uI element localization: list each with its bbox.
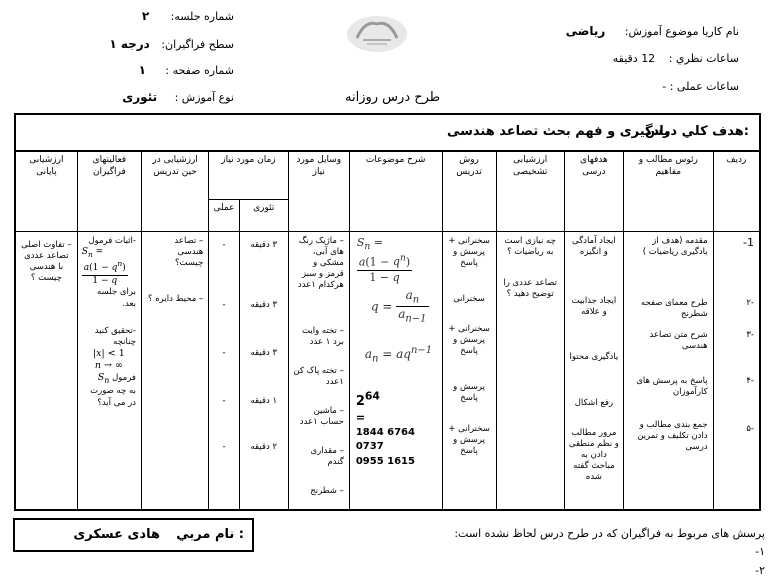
session-value: ۲	[141, 9, 150, 23]
cell-theory-times	[239, 231, 288, 510]
cell-behavioral	[564, 231, 623, 510]
theory-time: ۲ دقیقه	[250, 441, 278, 452]
theory-time: ۱ دقیقه	[250, 395, 278, 406]
practical-time: -	[222, 441, 226, 452]
big-number-value-1: 1844 6764 0737	[355, 427, 415, 453]
theory-time: ۳ دقیقه	[250, 299, 278, 310]
final-evaluation-item: – تفاوت اصلی تصاعد عددی با هندسی چیست ؟	[21, 239, 72, 283]
goal-label: هدف کلي درس:	[645, 124, 749, 139]
learner-formula-label: فرمول $S_n$	[97, 372, 136, 386]
big-number-eq: =	[355, 410, 366, 424]
col-header-behavioral: هدفهای درسی	[564, 151, 623, 231]
method-item: پرسش و پاسخ	[453, 381, 485, 403]
col-header-time-practical: عملی	[209, 199, 240, 231]
col-header-method: روش تدریس	[442, 151, 496, 231]
practical-time: -	[222, 299, 226, 310]
cell-practical-times	[209, 231, 240, 510]
theory-hours-line	[613, 52, 739, 65]
method-item: سخنرانی + پرسش و پاسخ	[448, 235, 490, 268]
behavioral-item: ایجاد جذابیت و علاقه	[571, 295, 617, 317]
tool-item: – ماژیک رنگ های آبی، مشکی و قرمز و سبز هرکدام ۱عدد	[297, 235, 344, 290]
subject-value: ریاضی	[565, 24, 606, 38]
topic-item: پاسخ به پرسش های کارآموزان	[636, 375, 708, 397]
learner-research-label: -تحقیق کنید چنانچه	[94, 325, 136, 347]
teacher-name: هادی عسکری	[73, 527, 160, 542]
ratio-formula: q = $\frac{a_n}{a_{n-1}}$	[370, 287, 427, 325]
method-item: سخنرانی	[453, 293, 485, 304]
cell-diagnostic	[496, 231, 564, 510]
diagnostic-item: چه نیازی است به ریاضیات ؟	[504, 235, 556, 257]
col-header-learner: فعالیتهای فراگیران	[77, 151, 141, 231]
sum-formula: $S_n$ = $\frac{a(1 - q^n)}{1 - q}$	[356, 235, 411, 284]
row-number: -۲	[746, 297, 754, 308]
cell-method	[442, 231, 496, 510]
course-goal-bar	[14, 113, 761, 151]
cell-learner-activities	[77, 231, 141, 510]
topic-item: مقدمه (هدف از یادگیری ریاضیات )	[642, 235, 708, 257]
tool-item: – تخته پاک کن ۱عدد	[293, 365, 344, 387]
page-title: طرح درس روزانه	[345, 90, 441, 105]
diagnostic-item: تصاعد عددی را توضیح دهید ؟	[503, 277, 558, 299]
theory-time: ۳ دقیقه	[250, 347, 278, 358]
row-number: 1-	[743, 235, 754, 249]
practical-time: -	[222, 395, 226, 406]
teacher-name-box	[13, 518, 254, 552]
subject-label: نام کاریا موضوع آموزش:	[624, 25, 739, 38]
cell-row-numbers	[713, 231, 760, 510]
row-number: -۳	[746, 329, 754, 340]
col-header-final: ارزشیابی پایانی	[15, 151, 77, 231]
level-value: درجه ۱	[109, 37, 150, 51]
col-header-time: زمان مورد نیاز	[209, 151, 288, 199]
learner-activity	[82, 236, 136, 310]
formative-item: – تصاعد هندسی چیست؟	[174, 235, 204, 268]
method-item: سخنرانی + پرسش و پاسخ	[448, 423, 490, 456]
col-header-row: ردیف	[713, 151, 760, 231]
tool-item: – ماشین حساب ۱عدد	[299, 405, 344, 427]
big-number-exponent: 64	[364, 389, 380, 403]
topic-item: طرح معمای صفحه شطرنج	[640, 297, 708, 319]
col-header-diagnostic: ارزشیابی تشخیصی	[496, 151, 564, 231]
formative-item: – محیط دایره ؟	[148, 293, 204, 304]
tool-item: – مقداری گندم	[310, 445, 344, 467]
practical-time: -	[222, 347, 226, 358]
unlisted-questions-label: پرسش های مربوط به فراگیران که در طرح درس لحاظ نشده است:	[454, 527, 765, 540]
practical-hours: ساعات عملی : -	[662, 80, 739, 93]
col-header-tools: وسایل مورد نیاز	[288, 151, 349, 231]
term-formula: $a_n = aq^{n-1}$	[364, 344, 433, 364]
cell-explanation	[349, 231, 442, 510]
lesson-plan-table	[14, 150, 761, 511]
theory-hours-value: 12 دقیقه	[612, 52, 656, 65]
practical-time: -	[222, 239, 226, 250]
tool-item: – شطرنج	[310, 485, 344, 496]
theory-time: ۳ دقیقه	[250, 239, 278, 250]
behavioral-item: ایجاد آمادگی و انگیزه	[572, 235, 616, 257]
row-number: -۵	[746, 423, 754, 434]
session-label: شماره جلسه:	[170, 10, 234, 23]
learner-question-end: به چه صورت در می آید؟	[90, 386, 136, 408]
tool-item: – تخته وایت برد ۱ عدد	[302, 325, 344, 347]
col-header-topics: رئوس مطالب و مفاهیم	[623, 151, 713, 231]
goal-text: یادگیری و فهم بحث تصاعد هندسی	[446, 124, 669, 139]
learner-activity	[82, 326, 136, 409]
level-line	[109, 37, 234, 51]
page-line	[139, 63, 234, 77]
question-1: -۱	[755, 545, 765, 558]
col-header-time-theory: تئوری	[239, 199, 288, 231]
chessboard-number	[356, 390, 439, 468]
big-number-value-2: 0955 1615	[355, 455, 415, 467]
page-label: شماره صفحه :	[165, 64, 234, 77]
teacher-label: نام مربي :	[176, 527, 244, 542]
learner-limit: n → ∞	[94, 359, 123, 371]
cell-tools	[288, 231, 349, 510]
behavioral-item: رفع اشکال	[574, 397, 614, 408]
topic-item: جمع بندی مطالب و دادن تکلیف و تمرین درسی	[637, 419, 708, 452]
theory-hours-label: ساعات نظري :	[668, 52, 739, 65]
behavioral-item: مرور مطالب و نظم منطقی دادن به مباحث گفته شده	[568, 427, 619, 482]
learner-next-session: برای جلسه بعد.	[96, 287, 136, 309]
level-label: سطح فراگیران:	[161, 38, 234, 51]
page-value: ۱	[138, 63, 146, 77]
row-number: -۴	[746, 375, 754, 386]
subject-line	[566, 24, 739, 38]
cell-topics	[623, 231, 713, 510]
question-2: -۲	[755, 564, 765, 577]
type-value: تئوری	[122, 90, 158, 104]
institution-logo	[345, 14, 409, 54]
big-number-base: 2	[355, 393, 365, 409]
learner-prove-label: -اثبات فرمول	[88, 235, 136, 246]
learner-sum-formula: $S_n$ = $\frac{a(1 - q^n)}{1 - q}$	[81, 246, 126, 286]
learner-abs-condition: |x| < 1	[92, 347, 125, 359]
cell-final-evaluation	[15, 231, 77, 510]
col-header-explanation: شرح موضوعات	[349, 151, 442, 231]
type-label: نوع آموزش :	[174, 91, 234, 104]
col-header-formative: ارزشیابی در حین تدریس	[141, 151, 208, 231]
cell-formative	[141, 231, 208, 510]
method-item: سخنرانی + پرسش و پاسخ	[448, 323, 490, 356]
topic-item: شرح متن تصاعد هندسی	[649, 329, 708, 351]
type-line	[122, 90, 234, 104]
session-line	[142, 9, 234, 23]
behavioral-item: یادگیری محتوا	[569, 351, 619, 362]
